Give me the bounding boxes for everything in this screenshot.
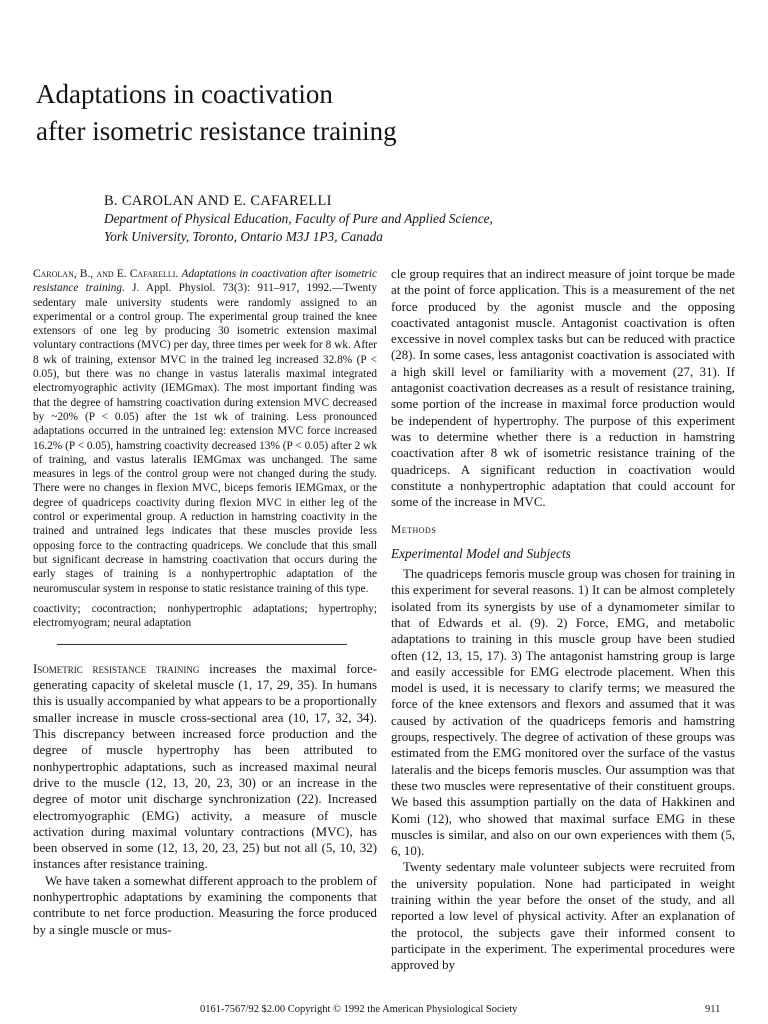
right-column <box>391 266 735 973</box>
abstract-text: J. Appl. Physiol. 73(3): 911–917, 1992.—Twenty sedentary male university students were randomly assigned to an experimental or a control group. The experimental group trained the knee extensors of one leg by producing 30 isometric extension maximal voluntary contractions (MVC) per day, three times per week for 8 wk. After 8 wk of training, extensor MVC in the trained leg increased 32.8% (P < 0.05), but there was no change in vastus lateralis maximal integrated electromyographic activity (IEMGmax). The most important finding was that the degree of hamstring coactivation during extension MVC decreased by ~20% (P < 0.05) after the 1st wk of training. Less pronounced adaptations occurred in the untrained leg: extension MVC force increased 16.2% (P < 0.05), hamstring coactivity decreased 13% (P < 0.05) after 2 wk of training, and vastus lateralis IEMGmax was unchanged. The same measures in legs of the control group were not changed during the study. There were no changes in flexion MVC, biceps femoris IEMGmax, or the degree of quadriceps coactivity during flexion MVC in either leg of the control or experimental group. A reduction in hamstring coactivity in the trained and untrained legs indicates that these muscles provide less opposing force to the contracting quadriceps. We conclude that this small but significant decrease in hamstring coactivation that occurs during the early stages of training is a nonhypertrophic adaptation of the neuromuscular system in response to static resistance training of this type. <box>33 282 377 595</box>
article-title <box>36 76 736 150</box>
right-paragraph-1: cle group requires that an indirect measure of joint torque be made at the point of force application. This is a measurement of the net force produced by the agonist muscle and the opposing coactivated antagonist muscle. Antagonist coactivation is often excessive in novel complex tasks but can be reduced with practice (28). In some cases, less antagonist coactivation is associated with a high skill level or familiarity with a movement (27, 31). If antagonist coactivation decreases as a result of resistance training, some portion of the increase in maximal force production would be independent of hypertrophy. The purpose of this experiment was to determine whether there is a reduction in hamstring coactivation after 8 wk of isometric resistance training of the quadriceps. A significant reduction in coactivation would constitute a nonhypertrophic adaptation that could account for some of the increase in MVC. <box>391 267 735 510</box>
abstract-article-title: Adaptations in coactivation after isometric resistance training. <box>33 268 378 295</box>
abstract <box>33 267 377 596</box>
section-divider <box>57 644 347 645</box>
left-column <box>33 267 377 938</box>
intro-paragraph-1 <box>33 661 377 873</box>
intro-lead: Isometric resistance training <box>33 661 200 676</box>
intro-text-1: increases the maximal force-generating capacity of skeletal muscle (1, 17, 29, 35). In humans this is usually accompanied by what appears to be a proportionally smaller increase in muscle cross-sectional area (10, 17, 32, 34). This discrepancy between increased force production and the degree of muscle hypertrophy has been attributed to nonhypertrophic adaptations, such as increased maximal neural drive to the muscle (12, 13, 20, 23, 30) or an increase in the degree of motor unit discharge synchronization (22). Increased electromyographic (EMG) activity, a measure of muscle activation during maximal voluntary contractions (MVC), has been observed in some (12, 13, 20, 23, 25) but not all (5, 10, 32) instances after resistance training. <box>33 661 377 872</box>
methods-paragraph-1: The quadriceps femoris muscle group was chosen for training in this experiment for several reasons. 1) It can be almost completely isolated from its synergists by use of a dynamometer similar to that of Edwards et al. (9). 2) Force, EMG, and metabolic adaptations to training in this muscle group have been studied often (12, 13, 15, 17). 3) The antagonist hamstring group is large and easily accessible for EMG electrode placement. When this model is used, it is necessary to clarify terms; we measured the force of the knee extensors and flexors and assumed that it was caused by activation of the quadriceps femoris and hamstring groups, respectively. The degree of activation of these groups was estimated from the EMG monitored over the surface of the vastus lateralis and the biceps femoris muscles. Our assumption was that these two muscles were representative of their constituent groups. We based this assumption partially on the data of Hakkinen and Komi (12), who showed that maximal surface EMG in these muscles is similar, and also on our own experiences with them (5, 6, 10). <box>391 567 735 859</box>
authors: B. CAROLAN AND E. CAFARELLI <box>104 193 332 209</box>
methods-heading: Methods <box>391 524 437 537</box>
affiliation-line-1: Department of Physical Education, Faculty of Pure and Applied Science, <box>104 211 493 226</box>
subsection-heading: Experimental Model and Subjects <box>391 545 571 561</box>
title-line-2: after isometric resistance training <box>36 116 397 146</box>
title-line-1: Adaptations in coactivation <box>36 79 333 109</box>
copyright-notice: 0161-7567/92 $2.00 Copyright © 1992 the American Physiological Society <box>200 1004 518 1015</box>
page-number: 911 <box>705 1004 721 1015</box>
intro-paragraph-2: We have taken a somewhat different approach to the problem of nonhypertrophic adaptations by examining the components that contribute to net force production. Measuring the force produced by a single muscle or mus- <box>33 873 377 937</box>
abstract-authors: Carolan, B., and E. Cafarelli. <box>33 268 179 280</box>
methods-paragraph-2: Twenty sedentary male volunteer subjects were recruited from the university population. None had participated in weight training within the year before the onset of the study, and all reported a low level of physical activity. After an explanation of the protocol, the subjects gave their informed consent to participate in the experiment. The experimental procedures were approved by <box>391 860 735 973</box>
affiliation-line-2: York University, Toronto, Ontario M3J 1P3, Canada <box>104 229 383 244</box>
keywords: coactivity; cocontraction; nonhypertrophic adaptations; hypertrophy; electromyogram; neural adaptation <box>33 602 377 629</box>
affiliation <box>104 210 724 246</box>
